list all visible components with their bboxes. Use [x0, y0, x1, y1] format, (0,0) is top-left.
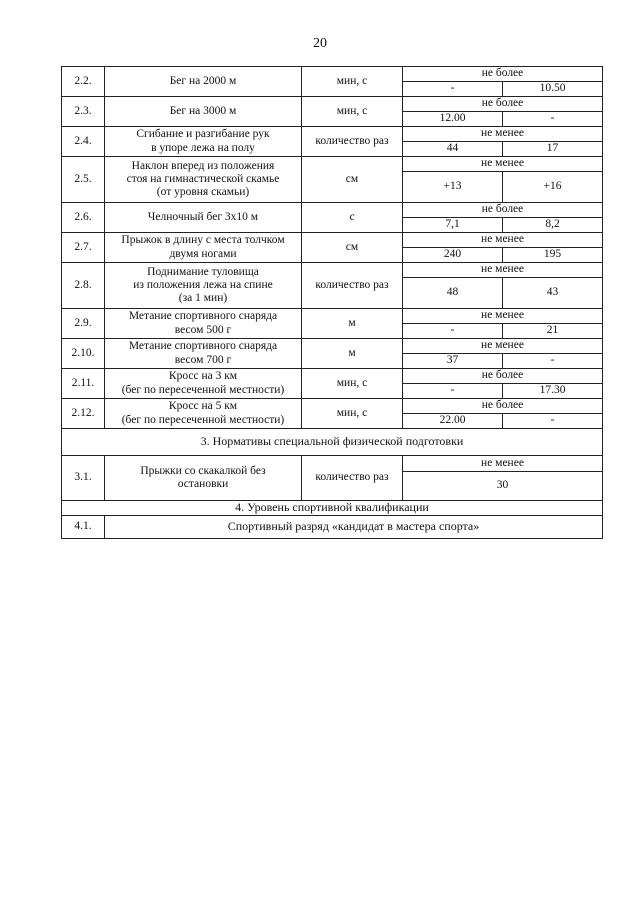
- condition: не более: [403, 369, 603, 384]
- exercise-name: [105, 456, 302, 501]
- exercise-name: [105, 339, 302, 369]
- unit: количество раз: [302, 456, 403, 501]
- row-number: 2.6.: [62, 203, 105, 233]
- exercise-name-line: из положения лежа на спине: [133, 278, 273, 291]
- row-number: 2.5.: [62, 157, 105, 203]
- condition: не более: [403, 67, 603, 82]
- value-1: 240: [403, 248, 503, 263]
- value-1: 22.00: [403, 414, 503, 429]
- value-1: 44: [403, 142, 503, 157]
- exercise-name-line: (бег по пересеченной местности): [121, 413, 285, 426]
- exercise-name-line: Прыжки со скакалкой без: [140, 464, 266, 477]
- page-number: 20: [313, 36, 327, 51]
- value-2: +16: [503, 172, 603, 203]
- table-row: [62, 203, 603, 218]
- value-1: 12.00: [403, 112, 503, 127]
- exercise-name: [105, 127, 302, 157]
- condition: не менее: [403, 309, 603, 324]
- value-2: 21: [503, 324, 603, 339]
- unit: см: [302, 157, 403, 203]
- row-number: 2.2.: [62, 67, 105, 97]
- table-row: [62, 127, 603, 142]
- value-2: 10.50: [503, 82, 603, 97]
- condition: не более: [403, 97, 603, 112]
- table-row: [62, 97, 603, 112]
- exercise-name-line: Сгибание и разгибание рук: [136, 128, 270, 141]
- unit: мин, с: [302, 399, 403, 429]
- condition: не менее: [403, 339, 603, 354]
- table-row: [62, 233, 603, 248]
- table-row: [62, 516, 603, 539]
- exercise-name-line: двумя ногами: [169, 247, 237, 260]
- exercise-name: [105, 309, 302, 339]
- standards-table: [61, 66, 603, 539]
- row-number: 3.1.: [62, 456, 105, 501]
- exercise-name-line: Прыжок в длину с места толчком: [121, 234, 285, 247]
- row-number: 2.10.: [62, 339, 105, 369]
- exercise-name-line: остановки: [177, 478, 229, 490]
- condition: не более: [403, 203, 603, 218]
- unit: количество раз: [302, 263, 403, 309]
- exercise-name-line: Наклон вперед из положения: [131, 159, 275, 172]
- exercise-name-line: Кросс на 5 км: [168, 400, 238, 413]
- exercise-name: [105, 369, 302, 399]
- table-row: [62, 456, 603, 472]
- condition: не менее: [403, 263, 603, 278]
- exercise-name: [105, 233, 302, 263]
- value-1: -: [403, 82, 503, 97]
- exercise-name: Бег на 3000 м: [105, 97, 302, 127]
- value-1: 37: [403, 354, 503, 369]
- row-number: 4.1.: [62, 516, 105, 539]
- value-2: 8,2: [503, 218, 603, 233]
- exercise-name-line: Кросс на 3 км: [168, 370, 238, 383]
- table-row: [62, 369, 603, 384]
- row-number: 2.11.: [62, 369, 105, 399]
- section-header-row: [62, 501, 603, 516]
- value-2: -: [503, 414, 603, 429]
- exercise-name-line: Метание спортивного снаряда: [128, 310, 278, 323]
- exercise-name: Бег на 2000 м: [105, 67, 302, 97]
- exercise-name: [105, 157, 302, 203]
- exercise-name-line: Поднимание туловища: [147, 265, 259, 278]
- condition: не менее: [403, 233, 603, 248]
- row-number: 2.4.: [62, 127, 105, 157]
- unit: количество раз: [302, 127, 403, 157]
- unit: м: [302, 339, 403, 369]
- exercise-name: [105, 399, 302, 429]
- value-2: 43: [503, 278, 603, 309]
- section-title: 3. Нормативы специальной физической подготовки: [62, 429, 603, 456]
- row-number: 2.12.: [62, 399, 105, 429]
- value-2: -: [503, 112, 603, 127]
- qualification-text: Спортивный разряд «кандидат в мастера спорта»: [105, 516, 603, 539]
- exercise-name-line: весом 700 г: [174, 353, 232, 366]
- exercise-name-line: (за 1 мин): [178, 292, 228, 305]
- table-row: [62, 399, 603, 414]
- section-header-row: [62, 429, 603, 456]
- value: 30: [403, 472, 603, 501]
- condition: не менее: [403, 127, 603, 142]
- condition: не более: [403, 399, 603, 414]
- exercise-name-line: весом 500 г: [174, 323, 232, 336]
- unit: мин, с: [302, 369, 403, 399]
- exercise-name-line: Метание спортивного снаряда: [128, 340, 278, 353]
- value-2: -: [503, 354, 603, 369]
- table-row: [62, 339, 603, 354]
- exercise-name: [105, 263, 302, 309]
- table-row: [62, 263, 603, 278]
- table-row: [62, 67, 603, 82]
- value-2: 17.30: [503, 384, 603, 399]
- unit: см: [302, 233, 403, 263]
- exercise-name-line: в упоре лежа на полу: [151, 141, 255, 154]
- section-title: 4. Уровень спортивной квалификации: [62, 501, 603, 516]
- value-1: -: [403, 384, 503, 399]
- row-number: 2.7.: [62, 233, 105, 263]
- value-1: 7,1: [403, 218, 503, 233]
- condition: не менее: [403, 456, 603, 472]
- row-number: 2.3.: [62, 97, 105, 127]
- value-1: -: [403, 324, 503, 339]
- value-1: +13: [403, 172, 503, 203]
- exercise-name-line: стоя на гимнастической скамье: [126, 172, 280, 185]
- unit: м: [302, 309, 403, 339]
- exercise-name-line: (бег по пересеченной местности): [121, 383, 285, 396]
- table-row: [62, 309, 603, 324]
- row-number: 2.9.: [62, 309, 105, 339]
- table-row: [62, 157, 603, 172]
- unit: мин, с: [302, 97, 403, 127]
- value-2: 17: [503, 142, 603, 157]
- value-1: 48: [403, 278, 503, 309]
- row-number: 2.8.: [62, 263, 105, 309]
- exercise-name-line: (от уровня скамьи): [156, 186, 250, 199]
- unit: мин, с: [302, 67, 403, 97]
- condition: не менее: [403, 157, 603, 172]
- unit: с: [302, 203, 403, 233]
- exercise-name: Челночный бег 3х10 м: [105, 203, 302, 233]
- value-2: 195: [503, 248, 603, 263]
